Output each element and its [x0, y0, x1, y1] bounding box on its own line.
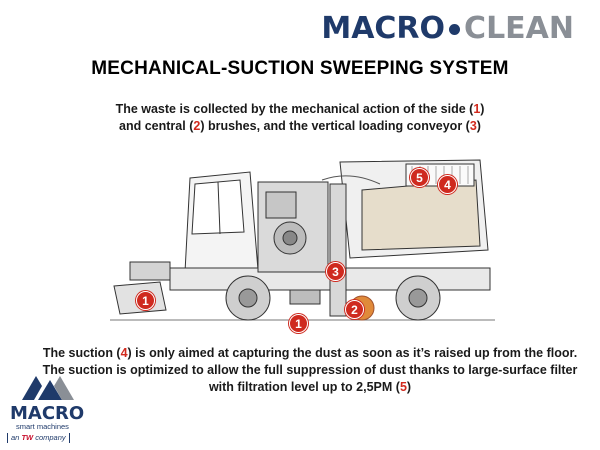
badge-side-brush: 1 [136, 291, 155, 310]
logo-company: an TW company [7, 433, 70, 443]
badge-side-brush-floor: 1 [289, 314, 308, 333]
suction-hood [290, 290, 320, 304]
intro-text [0, 101, 600, 135]
page-title: MECHANICAL-SUCTION SWEEPING SYSTEM [91, 58, 509, 79]
logo-word: MACRO [10, 403, 85, 424]
logo-tagline: smart machines [16, 422, 69, 431]
intro-line-2: and central (2) brushes, and the vertical loading conveyor (3) [119, 119, 481, 133]
brand-dot [449, 24, 460, 35]
badge-filter: 5 [410, 168, 429, 187]
intro-line-1: The waste is collected by the mechanical action of the side (1) [115, 102, 485, 116]
brand-left: MACRO [321, 11, 446, 46]
badge-central-brush: 2 [345, 300, 364, 319]
outro-text: The suction (4) is only aimed at capturing the dust as soon as it’s raised up from the floor. The suction is optimized to allow the full suppression of dust thanks to large-surface filter with filtration level up to 2,5PM (5) [42, 346, 578, 394]
brand-right: CLEAN [464, 11, 574, 46]
brand-logo [321, 11, 574, 46]
conveyor [330, 184, 346, 316]
macro-logo [4, 372, 90, 446]
badge-suction: 4 [438, 175, 457, 194]
debris-fill [362, 180, 480, 250]
logo-mark-icon [18, 372, 78, 402]
badge-conveyor: 3 [326, 262, 345, 281]
